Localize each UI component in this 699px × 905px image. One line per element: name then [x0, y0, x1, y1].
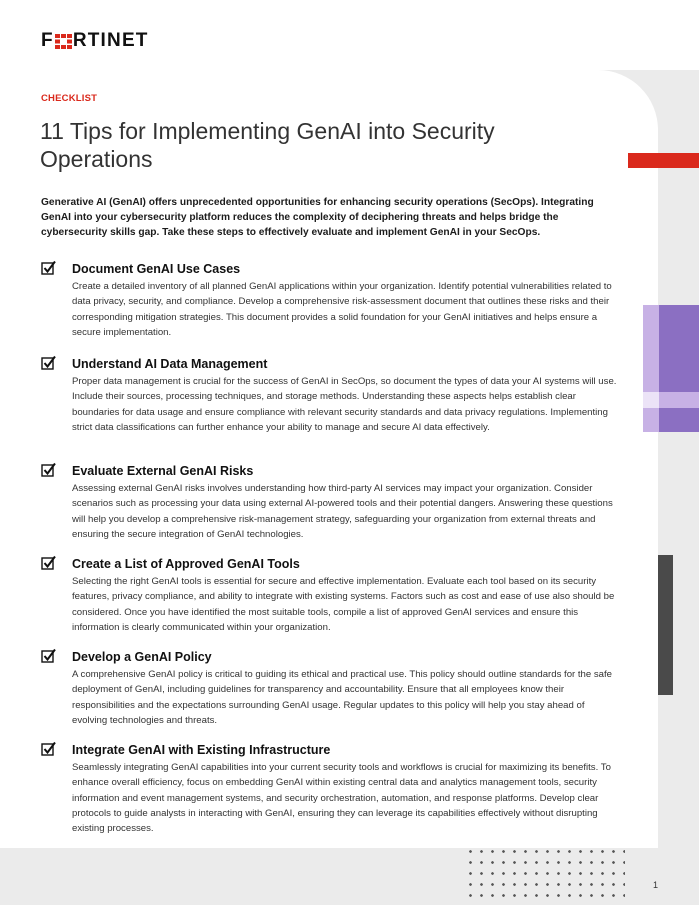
page-number: 1 — [653, 880, 659, 890]
checkbox-checked-icon — [41, 260, 57, 276]
fortinet-mark-icon — [55, 34, 72, 49]
checkbox-checked-icon — [41, 355, 57, 371]
dot-pattern — [465, 846, 625, 905]
purple-accent-block — [643, 305, 659, 392]
checkbox-checked-icon — [41, 462, 57, 478]
tip-body: Proper data management is crucial for the success of GenAI in SecOps, so document the types of data your AI systems will use. Include their sources, processing techniques, and storage methods. Understanding these aspects helps establish clear boundaries for data usage and ensure compliance with relevant security standards and data privacy regulations. Implementing strict data classifications can further enhance your ability to manage and secure AI data effectively. — [72, 376, 617, 433]
intro-paragraph: Generative AI (GenAI) offers unprecedented opportunities for enhancing security operations (SecOps). Integrating GenAI into your cybersecurity platform reduces the complexity of deciphering threats and helps bridge the cybersecurity skills gap. Take these steps to effectively evaluate and implement GenAI in your SecOps. — [41, 197, 594, 238]
tip-title: Develop a GenAI Policy — [72, 650, 212, 664]
document-type-label: CHECKLIST — [41, 93, 98, 104]
tip-title: Document GenAI Use Cases — [72, 262, 241, 276]
purple-accent-block — [659, 392, 699, 408]
dark-accent-bar — [658, 555, 673, 695]
fortinet-logo — [41, 30, 149, 52]
tip-body: Assessing external GenAI risks involves understanding how third-party AI services may impact your organization. Consider scenarios such as processing your data using external AI-powered tools and their potential dangers. Answering these questions will help you develop a comprehensive risk-management strategy, safeguarding your organization from external threats and ensuring the secure integration of GenAI technologies. — [72, 483, 613, 540]
page-card — [0, 70, 658, 848]
tip-body: Seamlessly integrating GenAI capabilities into your current security tools and workflows is crucial for maximizing its benefits. To enhance overall efficiency, focus on embedding GenAI within existing central data and analytics management tools, security information and event management systems, and security orchestration, automation, and response platforms. Develop clear protocols to guide analysts in interacting with GenAI, ensuring they can leverage its capabilities effectively without disrupting existing processes. — [72, 762, 611, 835]
checkbox-checked-icon — [41, 555, 57, 571]
logo-text-right: RTINET — [72, 30, 149, 51]
tip-body: Create a detailed inventory of all planned GenAI applications within your organization. Identify potential vulnerabilities related to data privacy, security, and compliance. Develop a comprehensive risk-assessment document that outlines these risks and their corresponding mitigation strategies. This document provides a solid foundation for your GenAI initiatives and helps ensure a secure implementation. — [72, 281, 612, 338]
purple-accent-block — [643, 392, 659, 408]
purple-accent-block — [659, 408, 699, 432]
checkbox-checked-icon — [41, 741, 57, 757]
page-title: 11 Tips for Implementing GenAI into Security Operations — [40, 118, 495, 172]
purple-accent-block — [659, 305, 699, 392]
tip-body: A comprehensive GenAI policy is critical to guiding its ethical and practical use. This policy should outline standards for the safe deployment of GenAI, including guidelines for transparency and accountability. Ensure that all employees know their responsibilities and the expectations surrounding GenAI usage. Regular updates to this policy will help you stay ahead of evolving technologies and threats. — [72, 669, 613, 726]
purple-accent-block — [643, 408, 659, 432]
red-accent-bar — [628, 153, 699, 168]
checkbox-checked-icon — [41, 648, 57, 664]
tip-title: Evaluate External GenAI Risks — [72, 464, 254, 478]
tip-title: Understand AI Data Management — [72, 357, 268, 371]
tip-body: Selecting the right GenAI tools is essential for secure and effective implementation. Evaluate each tool based on its security features, privacy compliance, and ability to integrate with existing systems. Factors such as cost and ease of use also should be considered. Once you have identified the most suitable tools, compile a list of approved GenAI services and ensure this information is clearly communicated within your organization. — [72, 576, 615, 633]
logo-text-left: F — [41, 30, 54, 51]
tip-title: Create a List of Approved GenAI Tools — [72, 557, 300, 571]
tip-title: Integrate GenAI with Existing Infrastructure — [72, 743, 331, 757]
